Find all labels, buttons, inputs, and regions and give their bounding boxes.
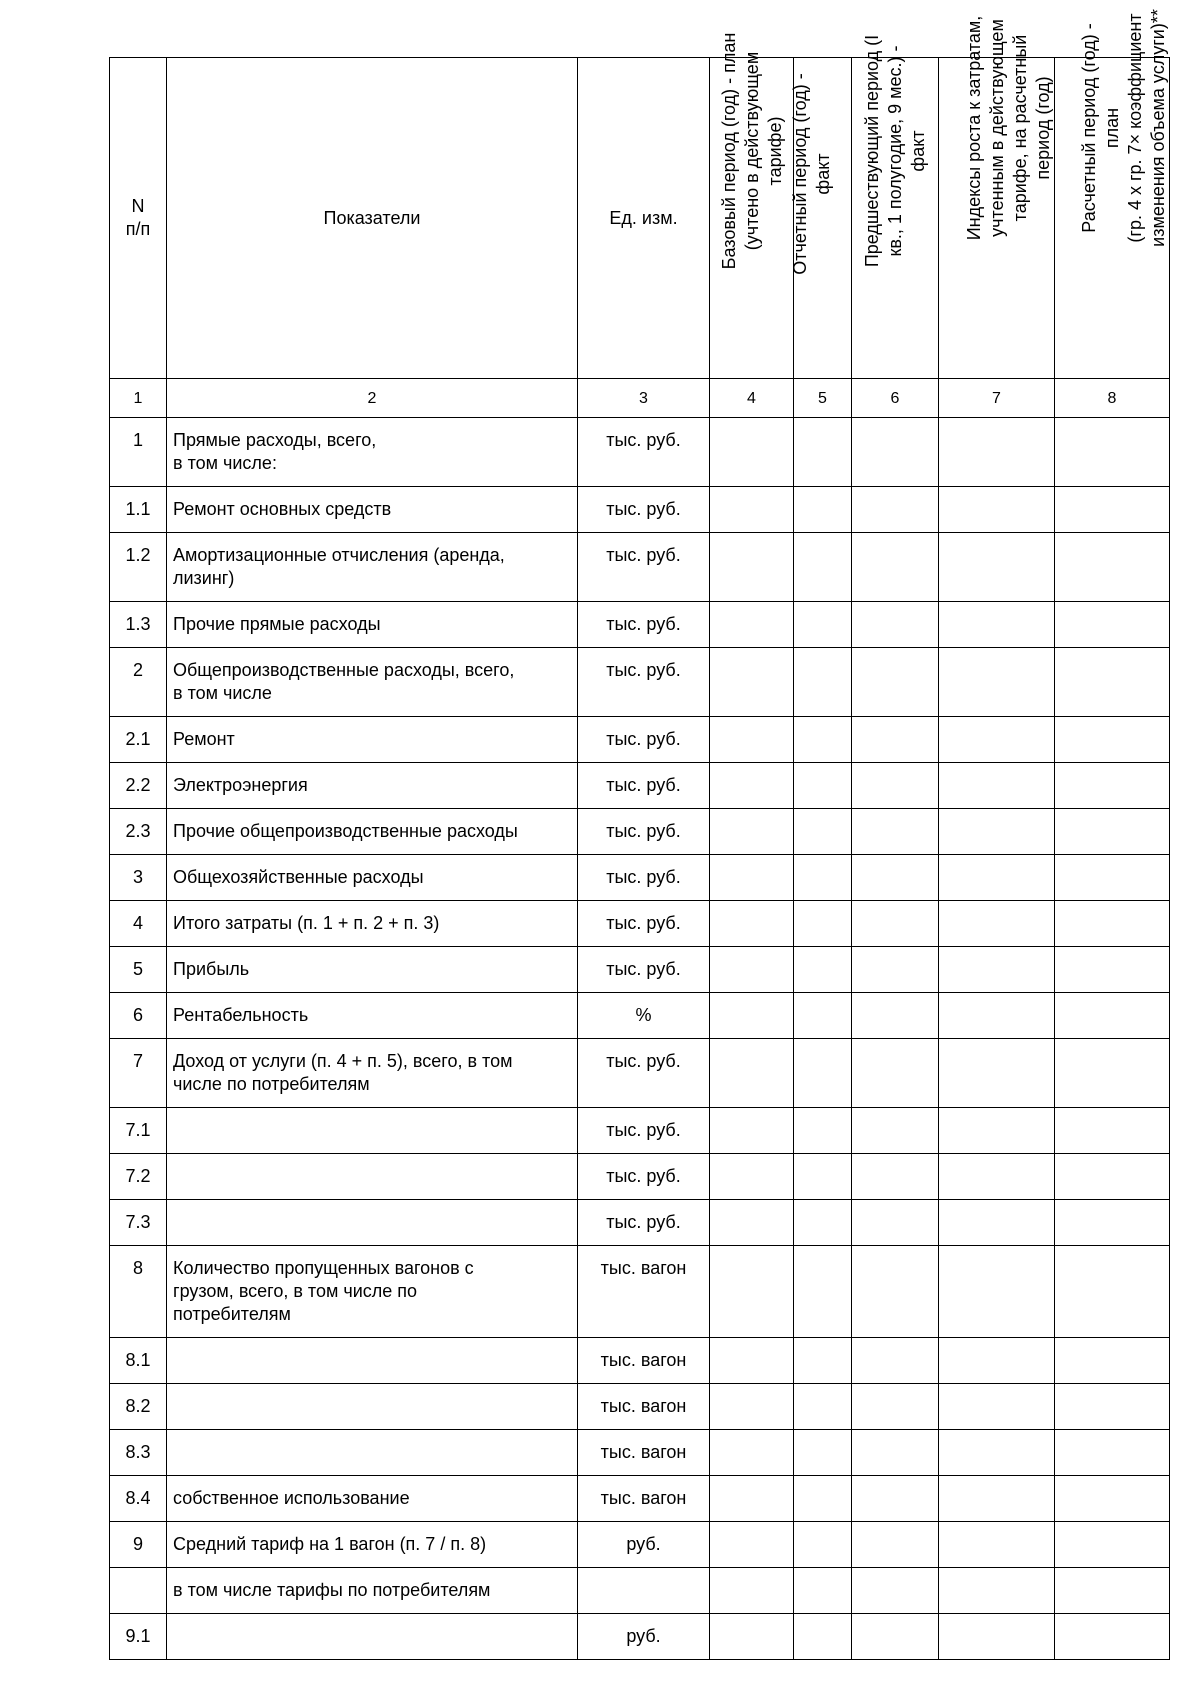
row-value-cell xyxy=(852,1246,939,1338)
row-value-cell xyxy=(1055,648,1170,717)
indicators-table xyxy=(109,9,1170,1660)
row-value-cell xyxy=(852,602,939,648)
row-unit-cell: тыс. руб. xyxy=(578,648,710,717)
table-row xyxy=(110,1200,1170,1246)
row-value-cell xyxy=(852,487,939,533)
row-value-cell xyxy=(710,717,794,763)
row-value-cell xyxy=(1055,1476,1170,1522)
row-value-cell xyxy=(1055,855,1170,901)
table-row xyxy=(110,1522,1170,1568)
row-value-cell xyxy=(794,1430,852,1476)
row-number-cell: 3 xyxy=(110,855,167,901)
row-value-cell xyxy=(794,1154,852,1200)
table-row xyxy=(110,602,1170,648)
row-value-cell xyxy=(852,1614,939,1660)
header-cell-growth-indices xyxy=(939,15,1055,379)
column-number-cell: 1 xyxy=(110,379,167,418)
table-row xyxy=(110,1039,1170,1108)
table-row xyxy=(110,1108,1170,1154)
row-value-cell xyxy=(939,1200,1055,1246)
row-value-cell xyxy=(710,1108,794,1154)
row-value-cell xyxy=(794,487,852,533)
row-value-cell xyxy=(794,1338,852,1384)
row-value-cell xyxy=(794,1476,852,1522)
header-cell-previous-period xyxy=(852,34,939,379)
row-value-cell xyxy=(710,1338,794,1384)
row-value-cell xyxy=(1055,809,1170,855)
row-value-cell xyxy=(939,717,1055,763)
table-row xyxy=(110,1384,1170,1430)
row-unit-cell: руб. xyxy=(578,1614,710,1660)
row-value-cell xyxy=(794,855,852,901)
row-value-cell xyxy=(852,1338,939,1384)
row-indicator-cell xyxy=(167,1430,578,1476)
row-unit-cell: тыс. руб. xyxy=(578,1154,710,1200)
row-value-cell xyxy=(1055,1108,1170,1154)
row-value-cell xyxy=(852,1384,939,1430)
row-value-cell xyxy=(710,1039,794,1108)
row-value-cell xyxy=(939,947,1055,993)
row-value-cell xyxy=(710,1614,794,1660)
row-unit-cell: тыс. вагон xyxy=(578,1338,710,1384)
row-unit-cell: руб. xyxy=(578,1522,710,1568)
table-row xyxy=(110,855,1170,901)
row-value-cell xyxy=(794,763,852,809)
row-indicator-cell: Прямые расходы, всего, в том числе: xyxy=(167,418,578,487)
row-indicator-cell: Амортизационные отчисления (аренда, лизинг) xyxy=(167,533,578,602)
row-value-cell xyxy=(794,947,852,993)
row-number-cell xyxy=(110,1568,167,1614)
row-value-cell xyxy=(794,1522,852,1568)
header-text-growth-indices: Индексы роста к затратам, учтенным в действующем тарифе, на расчетный период (год) xyxy=(963,15,1053,241)
row-unit-cell xyxy=(578,1568,710,1614)
row-value-cell xyxy=(939,1039,1055,1108)
row-value-cell xyxy=(1055,763,1170,809)
row-value-cell xyxy=(852,901,939,947)
table-row xyxy=(110,763,1170,809)
row-value-cell xyxy=(710,1384,794,1430)
table-row xyxy=(110,1430,1170,1476)
table-row xyxy=(110,487,1170,533)
row-unit-cell: тыс. руб. xyxy=(578,809,710,855)
row-value-cell xyxy=(794,1039,852,1108)
row-value-cell xyxy=(794,533,852,602)
row-indicator-cell: Итого затраты (п. 1 + п. 2 + п. 3) xyxy=(167,901,578,947)
row-value-cell xyxy=(710,809,794,855)
row-unit-cell: тыс. вагон xyxy=(578,1476,710,1522)
table-row xyxy=(110,1246,1170,1338)
row-value-cell xyxy=(939,901,1055,947)
row-value-cell xyxy=(939,1430,1055,1476)
row-value-cell xyxy=(794,993,852,1039)
row-value-cell xyxy=(710,533,794,602)
row-value-cell xyxy=(939,1568,1055,1614)
row-value-cell xyxy=(1055,901,1170,947)
row-value-cell xyxy=(794,1614,852,1660)
row-value-cell xyxy=(852,947,939,993)
row-value-cell xyxy=(1055,1522,1170,1568)
row-indicator-cell: Общепроизводственные расходы, всего, в том числе xyxy=(167,648,578,717)
column-number-cell: 5 xyxy=(794,379,852,418)
row-value-cell xyxy=(710,487,794,533)
row-unit-cell: тыс. руб. xyxy=(578,1200,710,1246)
table-row xyxy=(110,1614,1170,1660)
row-number-cell: 4 xyxy=(110,901,167,947)
row-unit-cell: тыс. руб. xyxy=(578,1108,710,1154)
row-number-cell: 9 xyxy=(110,1522,167,1568)
table-row xyxy=(110,993,1170,1039)
row-number-cell: 8 xyxy=(110,1246,167,1338)
row-value-cell xyxy=(1055,487,1170,533)
row-value-cell xyxy=(794,1200,852,1246)
row-value-cell xyxy=(710,1522,794,1568)
row-value-cell xyxy=(852,418,939,487)
header-cell-reporting-period xyxy=(789,58,852,379)
row-number-cell: 2.3 xyxy=(110,809,167,855)
row-value-cell xyxy=(939,1384,1055,1430)
row-number-cell: 8.3 xyxy=(110,1430,167,1476)
table-row xyxy=(110,1338,1170,1384)
row-unit-cell: тыс. руб. xyxy=(578,901,710,947)
row-value-cell xyxy=(710,1200,794,1246)
row-number-cell: 1.3 xyxy=(110,602,167,648)
row-value-cell xyxy=(939,1614,1055,1660)
row-value-cell xyxy=(939,602,1055,648)
row-value-cell xyxy=(852,1200,939,1246)
row-value-cell xyxy=(939,855,1055,901)
row-value-cell xyxy=(794,648,852,717)
row-value-cell xyxy=(710,947,794,993)
table-row xyxy=(110,1154,1170,1200)
row-value-cell xyxy=(1055,1246,1170,1338)
column-number-cell: 6 xyxy=(852,379,939,418)
table-row xyxy=(110,947,1170,993)
header-text-calculated-period: Расчетный период (год) - план (гр. 4 х гр. 7× коэффициент изменения объема услуги)** xyxy=(1079,9,1168,247)
tariff-calculation-sheet xyxy=(109,9,1170,1660)
table-row xyxy=(110,717,1170,763)
header-cell-number: N п/п xyxy=(110,58,167,379)
row-value-cell xyxy=(852,1430,939,1476)
row-value-cell xyxy=(1055,717,1170,763)
row-indicator-cell: Общехозяйственные расходы xyxy=(167,855,578,901)
row-value-cell xyxy=(852,1522,939,1568)
row-indicator-cell: Количество пропущенных вагонов с грузом, всего, в том числе по потребителям xyxy=(167,1246,578,1338)
row-value-cell xyxy=(1055,1200,1170,1246)
row-value-cell xyxy=(1055,993,1170,1039)
row-value-cell xyxy=(852,648,939,717)
row-number-cell: 7.1 xyxy=(110,1108,167,1154)
row-value-cell xyxy=(1055,1568,1170,1614)
row-value-cell xyxy=(852,1476,939,1522)
table-row xyxy=(110,1568,1170,1614)
row-unit-cell: тыс. вагон xyxy=(578,1430,710,1476)
row-value-cell xyxy=(852,763,939,809)
header-cell-indicators: Показатели xyxy=(167,58,578,379)
row-indicator-cell xyxy=(167,1384,578,1430)
row-value-cell xyxy=(710,1476,794,1522)
row-value-cell xyxy=(794,418,852,487)
row-value-cell xyxy=(939,1476,1055,1522)
header-row xyxy=(110,58,1170,379)
row-value-cell xyxy=(939,487,1055,533)
table-row xyxy=(110,1476,1170,1522)
row-value-cell xyxy=(794,1568,852,1614)
row-number-cell: 7.3 xyxy=(110,1200,167,1246)
row-indicator-cell: Ремонт основных средств xyxy=(167,487,578,533)
row-unit-cell: тыс. руб. xyxy=(578,855,710,901)
row-unit-cell: тыс. руб. xyxy=(578,947,710,993)
row-value-cell xyxy=(1055,1384,1170,1430)
row-indicator-cell: Прибыль xyxy=(167,947,578,993)
row-value-cell xyxy=(1055,1614,1170,1660)
row-value-cell xyxy=(710,648,794,717)
row-value-cell xyxy=(794,1108,852,1154)
row-unit-cell: тыс. вагон xyxy=(578,1384,710,1430)
row-value-cell xyxy=(852,809,939,855)
row-unit-cell: тыс. руб. xyxy=(578,717,710,763)
table-row xyxy=(110,533,1170,602)
row-value-cell xyxy=(939,648,1055,717)
row-number-cell: 1.1 xyxy=(110,487,167,533)
row-number-cell: 1 xyxy=(110,418,167,487)
row-number-cell: 8.1 xyxy=(110,1338,167,1384)
row-indicator-cell: Ремонт xyxy=(167,717,578,763)
column-number-cell: 8 xyxy=(1055,379,1170,418)
header-text-base-period: Базовый период (год) - план (учтено в действующем тарифе) xyxy=(718,32,785,270)
row-value-cell xyxy=(1055,1338,1170,1384)
header-cell-calculated-period xyxy=(1055,9,1170,379)
row-value-cell xyxy=(710,1246,794,1338)
table-row xyxy=(110,809,1170,855)
header-text-reporting-period: Отчетный период (год) - факт xyxy=(789,73,833,275)
table-body xyxy=(110,418,1170,1660)
column-number-cell: 3 xyxy=(578,379,710,418)
row-indicator-cell xyxy=(167,1154,578,1200)
table-row xyxy=(110,418,1170,487)
row-indicator-cell xyxy=(167,1338,578,1384)
row-value-cell xyxy=(794,717,852,763)
column-number-cell: 2 xyxy=(167,379,578,418)
row-number-cell: 2.1 xyxy=(110,717,167,763)
row-unit-cell: тыс. руб. xyxy=(578,418,710,487)
row-value-cell xyxy=(794,602,852,648)
row-number-cell: 7 xyxy=(110,1039,167,1108)
row-unit-cell: тыс. руб. xyxy=(578,763,710,809)
row-value-cell xyxy=(1055,1039,1170,1108)
row-indicator-cell xyxy=(167,1614,578,1660)
header-cell-unit: Ед. изм. xyxy=(578,58,710,379)
row-number-cell: 2.2 xyxy=(110,763,167,809)
row-number-cell: 8.2 xyxy=(110,1384,167,1430)
row-value-cell xyxy=(794,901,852,947)
row-unit-cell: тыс. руб. xyxy=(578,487,710,533)
row-value-cell xyxy=(1055,602,1170,648)
row-indicator-cell: собственное использование xyxy=(167,1476,578,1522)
row-value-cell xyxy=(710,1430,794,1476)
row-unit-cell: тыс. руб. xyxy=(578,602,710,648)
row-indicator-cell: Прочие прямые расходы xyxy=(167,602,578,648)
row-indicator-cell: Рентабельность xyxy=(167,993,578,1039)
row-number-cell: 2 xyxy=(110,648,167,717)
row-value-cell xyxy=(852,1154,939,1200)
row-value-cell xyxy=(710,763,794,809)
row-unit-cell: % xyxy=(578,993,710,1039)
row-value-cell xyxy=(1055,418,1170,487)
row-indicator-cell: в том числе тарифы по потребителям xyxy=(167,1568,578,1614)
row-indicator-cell: Прочие общепроизводственные расходы xyxy=(167,809,578,855)
row-value-cell xyxy=(852,855,939,901)
row-value-cell xyxy=(1055,533,1170,602)
header-text-previous-period: Предшествующий период (I кв., 1 полугодие, 9 мес.) - факт xyxy=(862,34,928,268)
table-row xyxy=(110,901,1170,947)
row-value-cell xyxy=(939,1338,1055,1384)
row-number-cell: 9.1 xyxy=(110,1614,167,1660)
row-value-cell xyxy=(939,533,1055,602)
row-value-cell xyxy=(939,418,1055,487)
row-value-cell xyxy=(939,1154,1055,1200)
row-value-cell xyxy=(852,993,939,1039)
row-value-cell xyxy=(794,809,852,855)
row-value-cell xyxy=(939,1246,1055,1338)
row-unit-cell: тыс. руб. xyxy=(578,533,710,602)
row-value-cell xyxy=(794,1384,852,1430)
row-value-cell xyxy=(710,1154,794,1200)
row-value-cell xyxy=(710,418,794,487)
row-number-cell: 1.2 xyxy=(110,533,167,602)
row-number-cell: 6 xyxy=(110,993,167,1039)
row-unit-cell: тыс. руб. xyxy=(578,1039,710,1108)
row-value-cell xyxy=(852,1039,939,1108)
row-indicator-cell: Электроэнергия xyxy=(167,763,578,809)
row-number-cell: 7.2 xyxy=(110,1154,167,1200)
row-unit-cell: тыс. вагон xyxy=(578,1246,710,1338)
row-number-cell: 8.4 xyxy=(110,1476,167,1522)
column-number-cell: 7 xyxy=(939,379,1055,418)
row-value-cell xyxy=(1055,1154,1170,1200)
row-indicator-cell xyxy=(167,1200,578,1246)
column-number-cell: 4 xyxy=(710,379,794,418)
row-value-cell xyxy=(939,993,1055,1039)
row-indicator-cell: Доход от услуги (п. 4 + п. 5), всего, в том числе по потребителям xyxy=(167,1039,578,1108)
row-number-cell: 5 xyxy=(110,947,167,993)
row-value-cell xyxy=(939,1522,1055,1568)
table-row xyxy=(110,648,1170,717)
row-value-cell xyxy=(852,717,939,763)
row-value-cell xyxy=(710,1568,794,1614)
row-value-cell xyxy=(710,602,794,648)
row-value-cell xyxy=(710,901,794,947)
row-value-cell xyxy=(852,533,939,602)
row-value-cell xyxy=(710,855,794,901)
column-number-row xyxy=(110,379,1170,418)
row-value-cell xyxy=(852,1108,939,1154)
row-value-cell xyxy=(1055,1430,1170,1476)
row-value-cell xyxy=(1055,947,1170,993)
row-value-cell xyxy=(939,809,1055,855)
row-value-cell xyxy=(939,763,1055,809)
row-value-cell xyxy=(794,1246,852,1338)
header-cell-base-period xyxy=(710,32,794,379)
row-indicator-cell: Средний тариф на 1 вагон (п. 7 / п. 8) xyxy=(167,1522,578,1568)
row-value-cell xyxy=(939,1108,1055,1154)
row-value-cell xyxy=(710,993,794,1039)
row-indicator-cell xyxy=(167,1108,578,1154)
row-value-cell xyxy=(852,1568,939,1614)
